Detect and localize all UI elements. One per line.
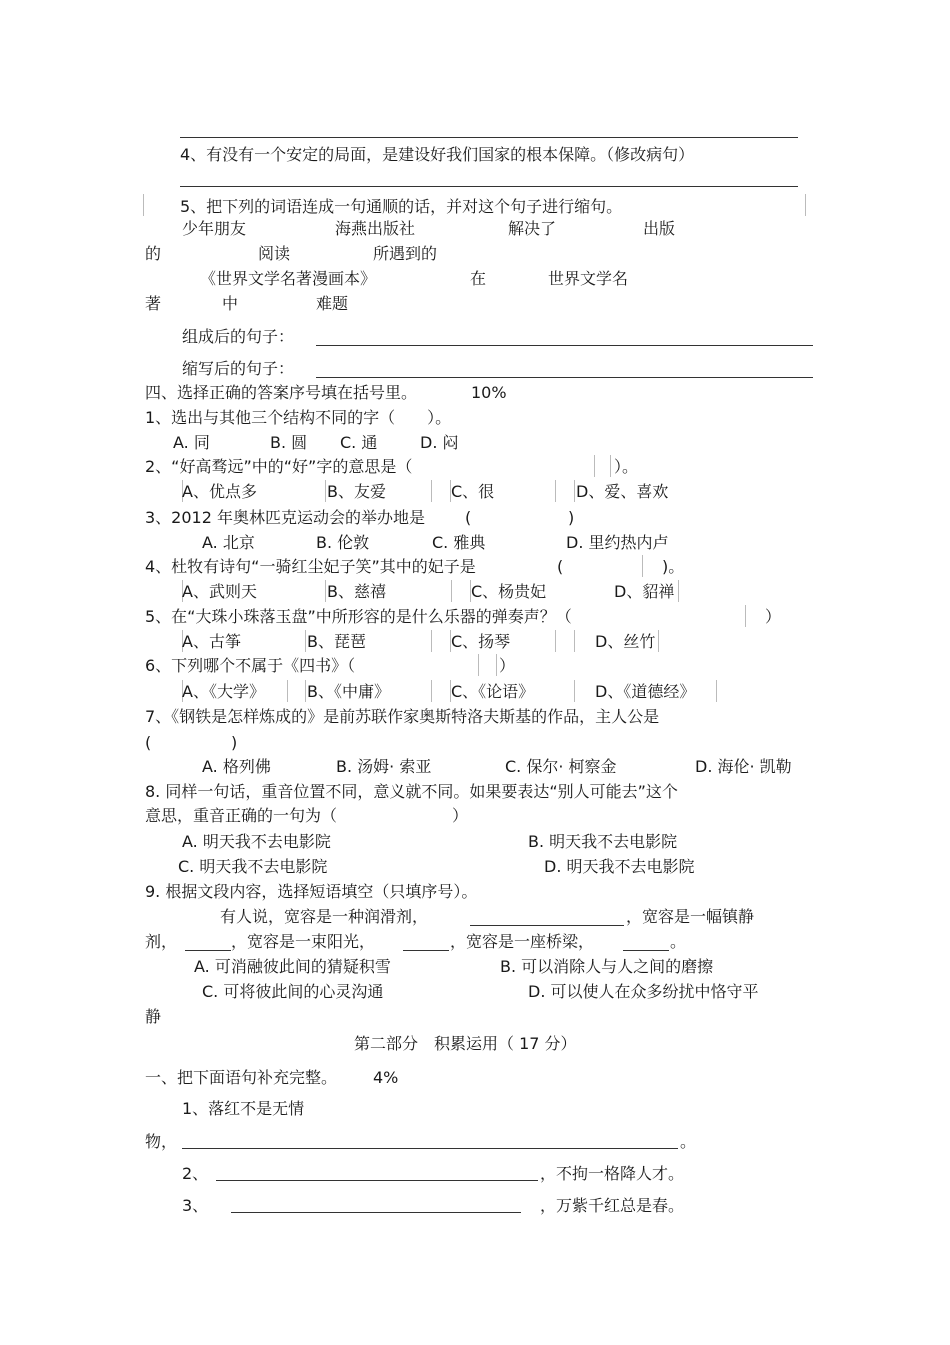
condensed-sentence-label: 缩写后的句子： <box>182 359 295 378</box>
option-a[interactable]: A、优点多 <box>182 482 257 501</box>
option-c[interactable]: C. 保尔· 柯察金 <box>505 757 617 776</box>
word-item: 《世界文学名著漫画本》 <box>200 269 377 288</box>
option-b[interactable]: B. 可以消除人与人之间的磨擦 <box>500 957 714 976</box>
box-mark <box>574 480 575 502</box>
fill-item-2-num: 2、 <box>182 1164 209 1183</box>
box-mark <box>478 654 479 676</box>
option-a[interactable]: A、武则天 <box>182 582 257 601</box>
answer-bracket-close: ) <box>231 733 238 752</box>
passage-text: 。 <box>670 932 687 951</box>
box-mark <box>451 580 452 602</box>
option-c[interactable]: C、《论语》 <box>451 682 535 701</box>
combined-sentence-label: 组成后的句子： <box>182 327 295 346</box>
word-item: 难题 <box>316 294 349 313</box>
answer-bracket-close: ）。 <box>614 457 639 476</box>
option-a[interactable]: A. 可消融彼此间的猜疑积雪 <box>194 957 391 976</box>
option-c[interactable]: C. 明天我不去电影院 <box>178 857 328 876</box>
blank-line[interactable] <box>623 950 669 951</box>
word-item: 少年朋友 <box>182 219 247 238</box>
option-d[interactable]: D、貂禅 <box>614 582 675 601</box>
blank-line[interactable] <box>470 925 624 926</box>
question-stem-cont: 意思，重音正确的一句为（ <box>145 806 338 825</box>
option-b[interactable]: B、友爱 <box>327 482 386 501</box>
word-item: 世界文学名 <box>548 269 629 288</box>
question-stem: 8. 同样一句话，重音位置不同，意义就不同。如果要表达“别人可能去”这个 <box>145 782 678 801</box>
word-item: 阅读 <box>258 244 291 263</box>
answer-bracket-close: ） <box>499 656 516 675</box>
option-d[interactable]: D、丝竹 <box>595 632 656 651</box>
option-a[interactable]: A. 格列佛 <box>202 757 271 776</box>
question-stem: 5、在“大珠小珠落玉盘”中所形容的是什么乐器的弹奏声？（ <box>145 607 572 626</box>
question-stem: 1、选出与其他三个结构不同的字（ ）。 <box>145 408 452 427</box>
option-b[interactable]: B、琵琶 <box>307 632 366 651</box>
box-mark <box>431 630 432 652</box>
passage-text: ，宽容是一束阳光， <box>231 932 376 951</box>
option-d[interactable]: D. 里约热内卢 <box>566 533 669 552</box>
option-c[interactable]: C. 雅典 <box>432 533 486 552</box>
option-b[interactable]: B. 伦敦 <box>316 533 370 552</box>
fill-item-1-end: 。 <box>680 1132 697 1151</box>
passage-text: ，宽容是一座桥梁， <box>450 932 595 951</box>
option-c[interactable]: C. 可将彼此间的心灵沟通 <box>202 982 384 1001</box>
box-mark <box>287 680 288 702</box>
fill-item-3-end: ，万紫千红总是春。 <box>540 1196 685 1215</box>
question-stem: 2、“好高骛远”中的“好”字的意思是（ <box>145 457 413 476</box>
box-mark <box>496 654 497 676</box>
section-4-title: 四、选择正确的答案序号填在括号里。 <box>145 383 418 402</box>
option-b[interactable]: B、慈禧 <box>327 582 386 601</box>
option-b[interactable]: B、《中庸》 <box>307 682 390 701</box>
option-d[interactable]: D. 海伦· 凯勒 <box>695 757 792 776</box>
word-item: 的 <box>145 244 162 263</box>
word-item: 出版 <box>643 219 676 238</box>
option-d[interactable]: D. 闷 <box>420 433 459 452</box>
fill-item-1: 1、落红不是无情 <box>182 1099 305 1118</box>
passage-text: ，宽容是一幅镇静 <box>626 907 755 926</box>
answer-bracket-open: ( <box>557 557 564 576</box>
option-d[interactable]: D. 明天我不去电影院 <box>544 857 695 876</box>
box-mark <box>716 680 717 702</box>
option-d[interactable]: D、《道德经》 <box>595 682 696 701</box>
answer-bracket-close: )。 <box>662 557 685 576</box>
box-mark <box>431 480 432 502</box>
option-b[interactable]: B. 圆 <box>270 433 308 452</box>
fill-blank-2[interactable] <box>216 1180 538 1181</box>
option-d[interactable]: D、爱、喜欢 <box>576 482 669 501</box>
box-mark <box>555 630 556 652</box>
box-mark <box>594 455 595 477</box>
condensed-sentence-line[interactable] <box>316 377 813 378</box>
box-mark <box>555 480 556 502</box>
fill-item-2-end: ，不拘一格降人才。 <box>540 1164 685 1183</box>
passage-text: 有人说，宽容是一种润滑剂， <box>220 907 429 926</box>
fill-blank-3[interactable] <box>231 1212 521 1213</box>
option-c[interactable]: C. 通 <box>340 433 378 452</box>
box-mark <box>610 455 611 477</box>
box-mark <box>305 680 306 702</box>
box-mark <box>805 194 806 216</box>
word-item: 所遇到的 <box>373 244 438 263</box>
box-mark <box>658 630 659 652</box>
combined-sentence-line[interactable] <box>316 345 813 346</box>
question-stem: 3、2012 年奥林匹克运动会的举办地是 <box>145 508 425 527</box>
option-b[interactable]: B. 汤姆· 索亚 <box>336 757 432 776</box>
box-mark <box>745 605 746 627</box>
option-a[interactable]: A. 同 <box>173 433 210 452</box>
option-d[interactable]: D. 可以使人在众多纷扰中恪守平 <box>528 982 759 1001</box>
word-item: 解决了 <box>508 219 557 238</box>
word-item: 海燕出版社 <box>335 219 416 238</box>
answer-line-top[interactable] <box>180 137 798 138</box>
fill-item-3-num: 3、 <box>182 1196 209 1215</box>
question-stem: 9. 根据文段内容，选择短语填空（只填序号）。 <box>145 882 478 901</box>
answer-bracket-open: ( <box>145 733 152 752</box>
option-a[interactable]: A. 明天我不去电影院 <box>182 832 331 851</box>
box-mark <box>143 194 144 216</box>
box-mark <box>325 580 326 602</box>
part-2-title: 第二部分 积累运用（ 17 分） <box>354 1034 577 1053</box>
word-item: 著 <box>145 294 162 313</box>
word-item: 中 <box>222 294 239 313</box>
blank-line[interactable] <box>403 950 449 951</box>
box-mark <box>305 630 306 652</box>
option-c[interactable]: C、很 <box>451 482 495 501</box>
blank-line[interactable] <box>185 950 231 951</box>
box-mark <box>574 630 575 652</box>
answer-line-q4[interactable] <box>180 186 798 187</box>
option-b[interactable]: B. 明天我不去电影院 <box>528 832 678 851</box>
option-c[interactable]: C、扬琴 <box>451 632 511 651</box>
word-item: 在 <box>470 269 487 288</box>
section-1-score: 4% <box>373 1068 399 1087</box>
answer-bracket-close: ) <box>568 508 575 527</box>
fill-blank-1[interactable] <box>182 1148 678 1149</box>
option-d-wrap: 静 <box>145 1007 162 1026</box>
answer-bracket-close: ） <box>765 607 782 626</box>
question-4-sentence: 4、有没有一个安定的局面，是建设好我们国家的根本保障。（修改病句） <box>180 145 695 164</box>
question-stem: 6、下列哪个不属于《四书》（ <box>145 656 356 675</box>
box-mark <box>678 580 679 602</box>
option-a[interactable]: A. 北京 <box>202 533 255 552</box>
option-a[interactable]: A、《大学》 <box>182 682 265 701</box>
option-a[interactable]: A、古筝 <box>182 632 241 651</box>
section-4-score: 10% <box>471 383 507 402</box>
question-stem: 7、《钢铁是怎样炼成的》是前苏联作家奥斯特洛夫斯基的作品，主人公是 <box>145 707 660 726</box>
question-stem: 4、杜牧有诗句“一骑红尘妃子笑”其中的妃子是 <box>145 557 476 576</box>
passage-text: 剂， <box>145 932 178 951</box>
option-c[interactable]: C、杨贵妃 <box>471 582 547 601</box>
answer-bracket-close: ） <box>452 806 469 825</box>
section-1-title: 一、把下面语句补充完整。 <box>145 1068 338 1087</box>
question-5-instruction: 5、把下列的词语连成一句通顺的话，并对这个句子进行缩句。 <box>180 197 623 216</box>
box-mark <box>574 680 575 702</box>
box-mark <box>642 555 643 577</box>
fill-item-1-cont: 物， <box>145 1132 178 1151</box>
box-mark <box>431 680 432 702</box>
box-mark <box>325 480 326 502</box>
answer-bracket-open: ( <box>465 508 472 527</box>
